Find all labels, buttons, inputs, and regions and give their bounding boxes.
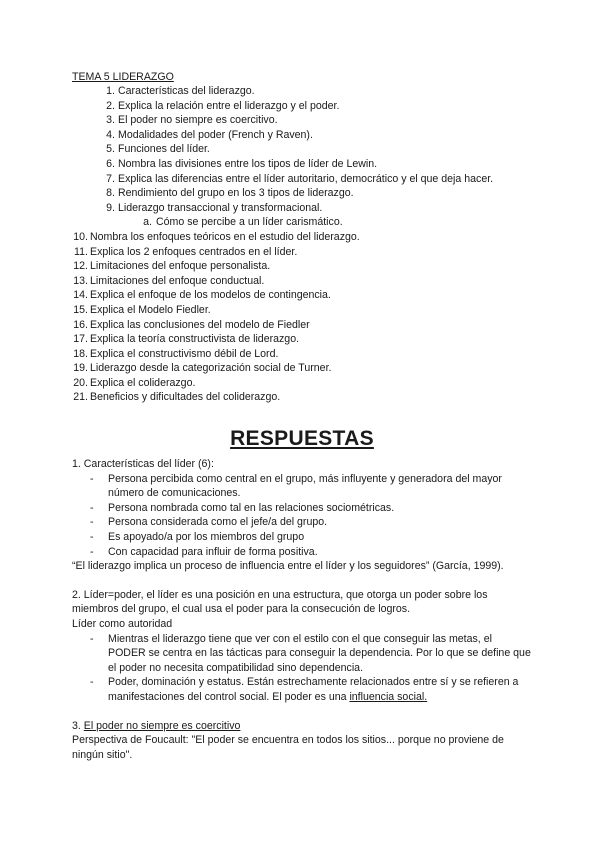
list-item: 21. Beneficios y dificultades del coliderazgo. xyxy=(73,391,281,404)
list-item: - Es apoyado/a por los miembros del grupo xyxy=(72,530,532,545)
question-list xyxy=(72,84,532,405)
list-item: 8. Rendimiento del grupo en los 3 tipos de liderazgo. xyxy=(106,187,354,200)
document-page xyxy=(72,70,532,762)
list-item: 10. Nombra los enfoques teóricos en el estudio del liderazgo. xyxy=(73,230,360,243)
list-item: 16. Explica las conclusiones del modelo de Fiedler xyxy=(73,318,310,331)
list-item: 13. Limitaciones del enfoque conductual. xyxy=(73,274,265,287)
answer-1-title: 1. Características del líder (6): xyxy=(72,458,214,471)
list-item: 11. Explica los 2 enfoques centrados en el líder. xyxy=(74,245,298,258)
list-item: - Persona considerada como el jefe/a del grupo. xyxy=(72,515,532,530)
list-item: 12. Limitaciones del enfoque personalista. xyxy=(73,260,271,273)
list-item: - Persona nombrada como tal en las relaciones sociométricas. xyxy=(72,501,532,516)
answer-2-subtitle: Líder como autoridad xyxy=(72,618,173,630)
list-item: 15. Explica el Modelo Fiedler. xyxy=(73,303,211,316)
list-item: 17. Explica la teoría constructivista de liderazgo. xyxy=(73,333,300,346)
page-title: TEMA 5 LIDERAZGO xyxy=(72,71,174,83)
answer-2-list xyxy=(72,632,532,705)
list-item: - Con capacidad para influir de forma positiva. xyxy=(72,545,532,560)
list-item: - Mientras el liderazgo tiene que ver con el estilo con el que conseguir las metas, el PODER se centra en las tácticas para conseguir la dependencia. Por lo que se define que el poder no necesita compatibilidad sino dependencia. xyxy=(72,632,532,676)
list-item: 14. Explica el enfoque de los modelos de contingencia. xyxy=(73,289,331,302)
list-item: - Persona percibida como central en el grupo, más influyente y generadora del mayor número de comunicaciones. xyxy=(72,472,532,501)
list-item: 5. Funciones del líder. xyxy=(106,143,210,156)
list-item: 9. Liderazgo transaccional y transformacional. xyxy=(106,201,323,214)
answer-2-intro: 2. Líder=poder, el líder es una posición en una estructura, que otorga un poder sobre los miembros del grupo, el cual usa el poder para la consecución de logros. xyxy=(72,588,488,616)
list-item: 20. Explica el coliderazgo. xyxy=(73,376,196,389)
answer-1-quote: “El liderazgo implica un proceso de influencia entre el líder y los seguidores” (García, 1999). xyxy=(72,560,504,573)
list-item: - Poder, dominación y estatus. Están estrechamente relacionados entre sí y se refieren a manifestaciones del control social. El poder es una influencia social. xyxy=(72,675,532,704)
answer-3-text: Perspectiva de Foucault: "El poder se encuentra en todos los sitios... porque no proviene de ningún sitio". xyxy=(72,734,504,761)
list-item: 18. Explica el constructivismo débil de Lord. xyxy=(73,347,279,360)
list-item: 1. Características del liderazgo. xyxy=(106,85,255,97)
list-item: 4. Modalidades del poder (French y Raven). xyxy=(106,128,313,141)
list-item: 2. Explica la relación entre el liderazgo y el poder. xyxy=(106,99,340,112)
answers-heading: RESPUESTAS xyxy=(230,427,374,451)
list-item: 19. Liderazgo desde la categorización social de Turner. xyxy=(73,362,332,375)
list-subitem: a. Cómo se percibe a un líder carismático. xyxy=(143,216,343,229)
answer-3-title: 3. El poder no siempre es coercitivo xyxy=(72,719,241,732)
list-item: 3. El poder no siempre es coercitivo. xyxy=(106,114,278,127)
list-item: 7. Explica las diferencias entre el líder autoritario, democrático y el que deja hacer. xyxy=(106,172,494,185)
underlined-term: influencia social. xyxy=(349,690,428,703)
answer-1-list xyxy=(72,472,532,560)
list-item: 6. Nombra las divisiones entre los tipos de líder de Lewin. xyxy=(106,157,378,170)
